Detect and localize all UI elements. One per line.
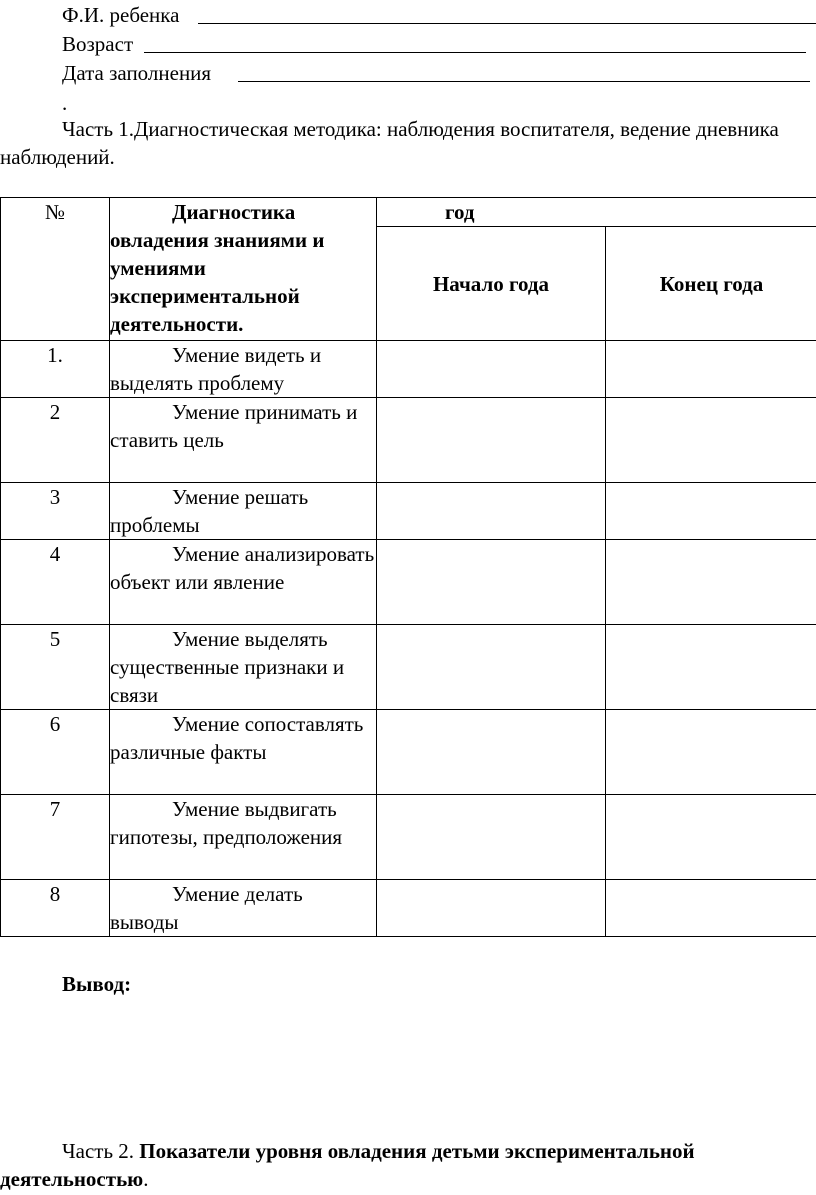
row-number: 1.: [1, 341, 110, 398]
table-row: [1, 710, 816, 795]
row-end-cell[interactable]: [606, 483, 816, 540]
row-criterion: [110, 483, 377, 540]
child-name-label: Ф.И. ребенка: [62, 3, 180, 27]
row-number: 3: [1, 483, 110, 540]
header-year: год: [377, 198, 816, 227]
row-criterion-rest: выделять проблему: [110, 371, 285, 395]
row-criterion: [110, 398, 377, 483]
trailing-dot: .: [62, 91, 68, 115]
row-start-cell[interactable]: [377, 795, 606, 880]
table-row: [1, 483, 816, 540]
row-number: 6: [1, 710, 110, 795]
row-end-cell[interactable]: [606, 795, 816, 880]
header-number: №: [1, 198, 110, 341]
row-start-cell[interactable]: [377, 710, 606, 795]
table-row: [1, 880, 816, 937]
row-criterion-rest: принимать и ставить цель: [110, 400, 358, 452]
child-name-underline[interactable]: [198, 23, 816, 24]
part2-heading: [0, 1137, 816, 1193]
table-row: [1, 540, 816, 625]
row-end-cell[interactable]: [606, 880, 816, 937]
row-start-cell[interactable]: [377, 483, 606, 540]
date-underline[interactable]: [238, 81, 810, 82]
row-start-cell[interactable]: [377, 398, 606, 483]
row-criterion: [110, 880, 377, 937]
header-end-of-year: Конец года: [606, 227, 816, 341]
table-row: [1, 625, 816, 710]
header-criterion: [110, 198, 377, 341]
row-criterion: [110, 795, 377, 880]
table-row: [1, 398, 816, 483]
row-criterion: [110, 710, 377, 795]
row-criterion-rest: выводы: [110, 910, 179, 934]
row-end-cell[interactable]: [606, 341, 816, 398]
table-header-row: [1, 198, 816, 227]
row-number: 8: [1, 880, 110, 937]
header-criterion-text: Диагностика овладения знаниями и умениями экспериментальной деятельности.: [110, 200, 325, 336]
part2-suffix: .: [143, 1167, 149, 1191]
row-criterion-first: Умение: [172, 797, 240, 821]
row-criterion-first: Умение видеть и: [172, 343, 322, 367]
row-criterion-first: Умение делать: [172, 882, 303, 906]
row-start-cell[interactable]: [377, 341, 606, 398]
age-underline[interactable]: [144, 52, 806, 53]
child-name-field: [62, 1, 816, 29]
row-number: 5: [1, 625, 110, 710]
row-criterion-first: Умение: [172, 712, 240, 736]
date-label: Дата заполнения: [62, 61, 212, 85]
row-end-cell[interactable]: [606, 710, 816, 795]
row-number: 2: [1, 398, 110, 483]
diagnostic-table: [0, 197, 816, 937]
row-end-cell[interactable]: [606, 625, 816, 710]
header-start-of-year: Начало года: [377, 227, 606, 341]
row-criterion: [110, 625, 377, 710]
row-number: 7: [1, 795, 110, 880]
row-start-cell[interactable]: [377, 540, 606, 625]
row-criterion: [110, 540, 377, 625]
row-number: 4: [1, 540, 110, 625]
part2-title: Показатели уровня овладения детьми экспериментальной деятельностью: [0, 1139, 695, 1191]
row-criterion-rest: анализировать объект или явление: [110, 542, 375, 594]
row-end-cell[interactable]: [606, 398, 816, 483]
row-start-cell[interactable]: [377, 625, 606, 710]
row-criterion: [110, 341, 377, 398]
row-criterion-rest: выдвигать гипотезы, предположения: [110, 797, 343, 849]
age-label: Возраст: [62, 32, 134, 56]
part1-heading: Часть 1.Диагностическая методика: наблюдения воспитателя, ведение дневника наблюдений.: [0, 117, 779, 169]
row-criterion-rest: сопоставлять различные факты: [110, 712, 364, 764]
row-criterion-first: Умение выделять: [172, 627, 328, 651]
row-criterion-first: Умение: [172, 400, 240, 424]
row-end-cell[interactable]: [606, 540, 816, 625]
row-criterion-rest: существенные признаки и связи: [110, 655, 345, 707]
age-field: [62, 30, 806, 58]
table-row: [1, 795, 816, 880]
table-row: [1, 341, 816, 398]
conclusion-label: Вывод:: [62, 972, 132, 996]
row-criterion-rest: проблемы: [110, 513, 200, 537]
row-criterion-first: Умение решать: [172, 485, 309, 509]
row-start-cell[interactable]: [377, 880, 606, 937]
date-field: [62, 59, 810, 87]
row-criterion-first: Умение: [172, 542, 240, 566]
part2-prefix: Часть 2.: [62, 1139, 140, 1163]
